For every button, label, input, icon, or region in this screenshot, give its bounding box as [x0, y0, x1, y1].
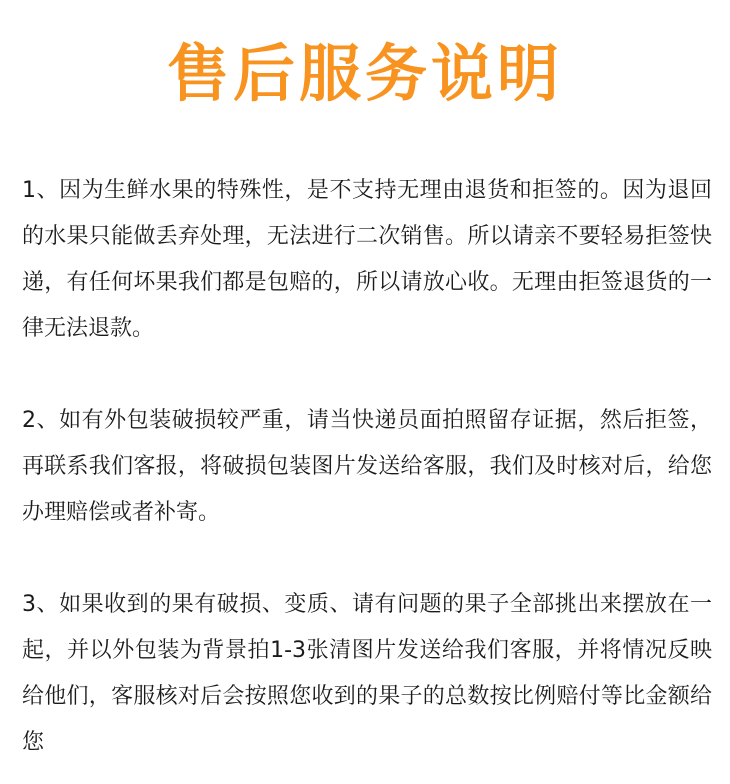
- policy-section-3: 3、如果收到的果有破损、变质、请有问题的果子全部挑出来摆放在一起，并以外包装为背景拍1-3张清图片发送给我们客服，并将情况反映给他们，客服核对后会按照您收到的果子的总数按比例赔付等比金额给您: [22, 592, 712, 755]
- policy-section-1: 1、因为生鲜水果的特殊性，是不支持无理由退货和拒签的。因为退回的水果只能做丢弃处理，无法进行二次销售。所以请亲不要轻易拒签快递，有任何坏果我们都是包赔的，所以请放心收。无理由拒签退货的一律无法退款。: [22, 178, 712, 341]
- policy-section-2: 2、如有外包装破损较严重，请当快递员面拍照留存证据，然后拒签，再联系我们客报，将破损包装图片发送给客服，我们及时核对后，给您办理赔偿或者补寄。: [22, 408, 712, 525]
- page-title: 售后服务说明: [166, 37, 563, 110]
- policy-sections: [22, 168, 712, 766]
